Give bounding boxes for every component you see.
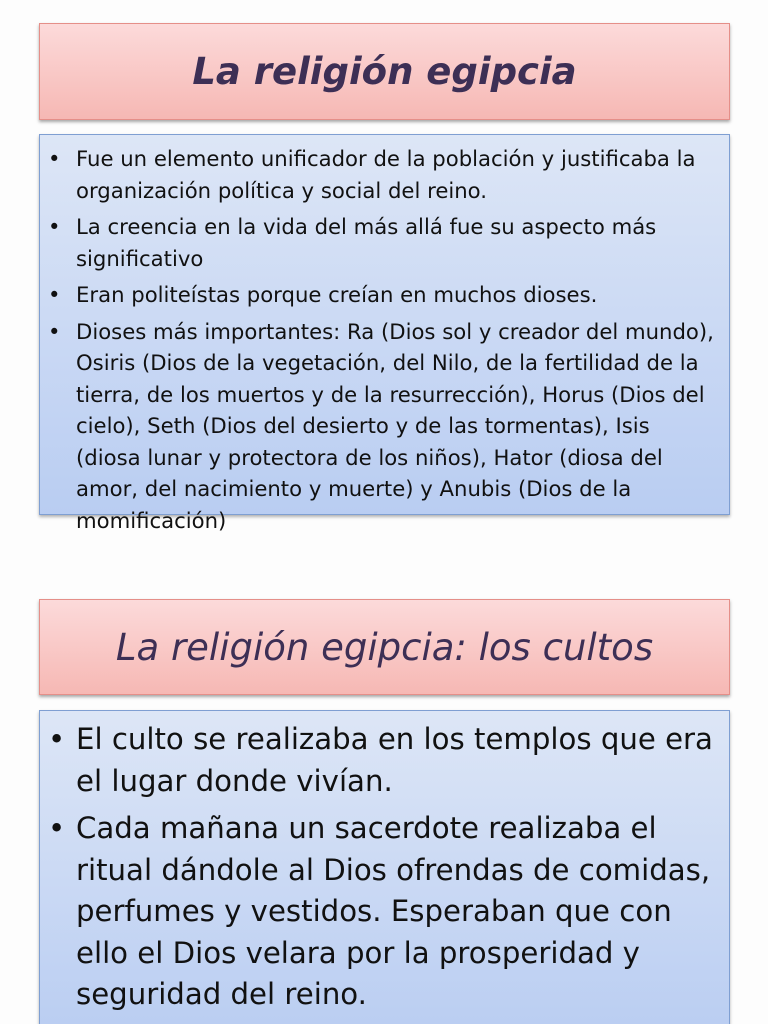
slide1-bullet-list [48, 143, 719, 536]
slide1-bullet-3: • Eran politeístas porque creían en muchos dioses. [48, 279, 719, 311]
slide2-bullet-list [48, 719, 713, 1016]
slide1-title-box [39, 23, 730, 120]
slide2-title: La religión egipcia: los cultos [115, 625, 654, 669]
slide2-content-box [39, 710, 730, 1024]
slide1-bullet-4: • Dioses más importantes: Ra (Dios sol y creador del mundo), Osiris (Dios de la vegetación, del Nilo, de la fertilidad de la tierra, de los muertos y de la resurrección), Horus (Dios del cielo), Seth (Dios del desierto y de las tormentas), Isis (diosa lunar y protectora de los niños), Hator (diosa del amor, del nacimiento y muerte) y Anubis (Dios de la momificación) [48, 316, 719, 537]
slide1-bullet-2: • La creencia en la vida del más allá fue su aspecto más significativo [48, 211, 719, 274]
slide2-bullet-1: • El culto se realizaba en los templos que era el lugar donde vivían. [48, 719, 713, 802]
slide2-bullet-2: • Cada mañana un sacerdote realizaba el ritual dándole al Dios ofrendas de comidas, perfumes y vestidos. Esperaban que con ello el Dios velara por la prosperidad y seguridad del reino. [48, 808, 713, 1016]
slide1-bullet-1: • Fue un elemento unificador de la población y justificaba la organización política y social del reino. [48, 143, 719, 206]
slide1-title: La religión egipcia [192, 50, 577, 93]
slide2-title-box [39, 599, 730, 695]
slide1-content-box [39, 134, 730, 533]
